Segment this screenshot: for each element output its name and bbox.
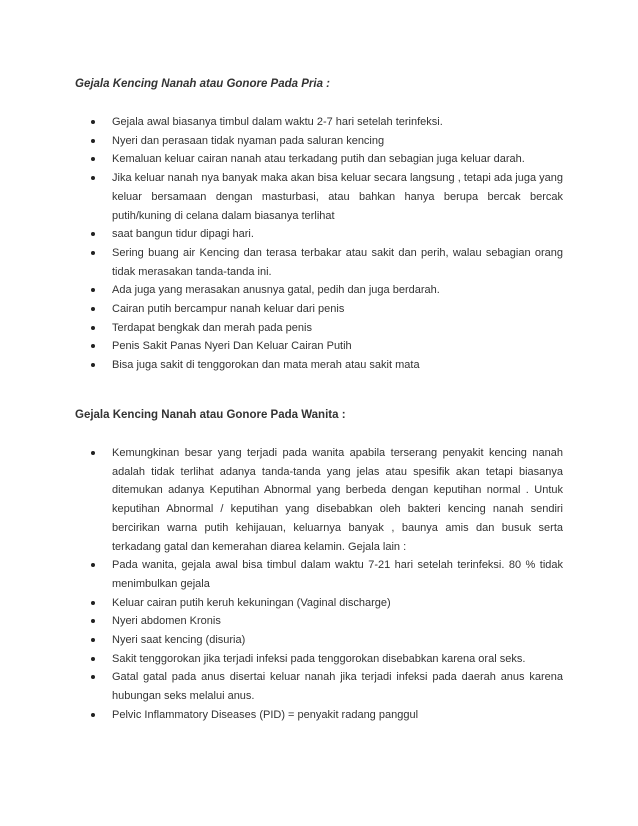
list-item-text: Terdapat bengkak dan merah pada penis: [112, 321, 312, 334]
list-item-text: saat bangun tidur dipagi hari.: [112, 228, 254, 241]
list-item-text: Nyeri dan perasaan tidak nyaman pada saluran kencing: [112, 134, 385, 147]
list-item: [91, 706, 563, 725]
list-item-text: Ada juga yang merasakan anusnya gatal, pedih dan juga berdarah.: [112, 284, 440, 297]
bullet-icon: [91, 563, 95, 567]
symptom-list-wanita: [91, 444, 563, 725]
bullet-icon: [91, 176, 95, 180]
bullet-icon: [91, 675, 95, 679]
bullet-icon: [91, 120, 95, 124]
list-item: [91, 668, 563, 705]
list-item-text: Gejala awal biasanya timbul dalam waktu 2-7 hari setelah terinfeksi.: [112, 116, 443, 128]
bullet-icon: [91, 344, 95, 348]
list-item: [91, 225, 563, 244]
list-item-text: Keluar cairan putih keruh kekuningan (Vaginal discharge): [112, 596, 391, 609]
bullet-icon: [91, 232, 95, 236]
list-item: [91, 444, 563, 556]
list-item-text: Bisa juga sakit di tenggorokan dan mata merah atau sakit mata: [112, 359, 420, 372]
list-item-text: Pada wanita, gejala awal bisa timbul dalam waktu 7-21 hari setelah terinfeksi. 80 % tidak menimbulkan gejala: [112, 559, 563, 590]
list-item: [91, 319, 563, 338]
list-item-text: Penis Sakit Panas Nyeri Dan Keluar Cairan Putih: [112, 340, 352, 353]
section-heading-wanita: Gejala Kencing Nanah atau Gonore Pada Wanita :: [75, 409, 346, 421]
list-item-text: Nyeri abdomen Kronis: [112, 615, 221, 628]
list-item: [91, 594, 563, 613]
list-item-text: Sakit tenggorokan jika terjadi infeksi pada tenggorokan disebabkan karena oral seks.: [112, 652, 526, 665]
bullet-icon: [91, 139, 95, 143]
list-item: [91, 337, 563, 356]
list-item: [91, 132, 563, 151]
bullet-icon: [91, 288, 95, 292]
bullet-icon: [91, 307, 95, 311]
bullet-icon: [91, 451, 95, 455]
list-item: [91, 281, 563, 300]
bullet-icon: [91, 601, 95, 605]
list-item: [91, 631, 563, 650]
list-item: [91, 150, 563, 169]
section-heading-pria: Gejala Kencing Nanah atau Gonore Pada Pria :: [75, 78, 330, 90]
list-item-text: Pelvic Inflammatory Diseases (PID) = penyakit radang panggul: [112, 708, 419, 721]
list-item: [91, 556, 563, 593]
list-item-text: Jika keluar nanah nya banyak maka akan bisa keluar secara langsung , tetapi ada juga yang keluar bersamaan dengan masturbasi, atau bahkan hanya berupa bercak bercak putih/kuning di celana dalam biasanya terlihat: [112, 172, 563, 222]
symptom-list-pria: [91, 113, 563, 375]
list-item-text: Kemungkinan besar yang terjadi pada wanita apabila terserang penyakit kencing nanah adalah tidak terlihat adanya tanda-tanda yang jelas atau spesifik akan tetapi biasanya ditemukan adanya Keputihan Abnormal yang berbeda dengan keputihan normal . Untuk keputihan Abnormal / keputihan yang disebabkan oleh bakteri kencing nanah sendiri bercirikan warna putih kehijauan, keluarnya banyak , baunya amis dan busuk serta terkadang gatal dan kemerahan diarea kelamin. Gejala lain :: [112, 447, 563, 553]
bullet-icon: [91, 326, 95, 330]
bullet-icon: [91, 713, 95, 717]
list-item: [91, 650, 563, 669]
bullet-icon: [91, 619, 95, 623]
bullet-icon: [91, 638, 95, 642]
list-item-text: Kemaluan keluar cairan nanah atau terkadang putih dan sebagian juga keluar darah.: [112, 153, 525, 166]
bullet-icon: [91, 657, 95, 661]
list-item-text: Cairan putih bercampur nanah keluar dari penis: [112, 303, 345, 316]
list-item: [91, 113, 563, 132]
list-item-text: Nyeri saat kencing (disuria): [112, 634, 246, 647]
list-item: [91, 169, 563, 225]
list-item: [91, 244, 563, 281]
list-item-text: Sering buang air Kencing dan terasa terbakar atau sakit dan perih, walau sebagian orang tidak merasakan tanda-tanda ini.: [112, 246, 563, 278]
list-item: [91, 356, 563, 375]
bullet-icon: [91, 157, 95, 161]
list-item: [91, 612, 563, 631]
list-item-text: Gatal gatal pada anus disertai keluar nanah jika terjadi infeksi pada daerah anus karena hubungan seks melalui anus.: [112, 671, 563, 703]
bullet-icon: [91, 363, 95, 367]
bullet-icon: [91, 251, 95, 255]
list-item: [91, 300, 563, 319]
